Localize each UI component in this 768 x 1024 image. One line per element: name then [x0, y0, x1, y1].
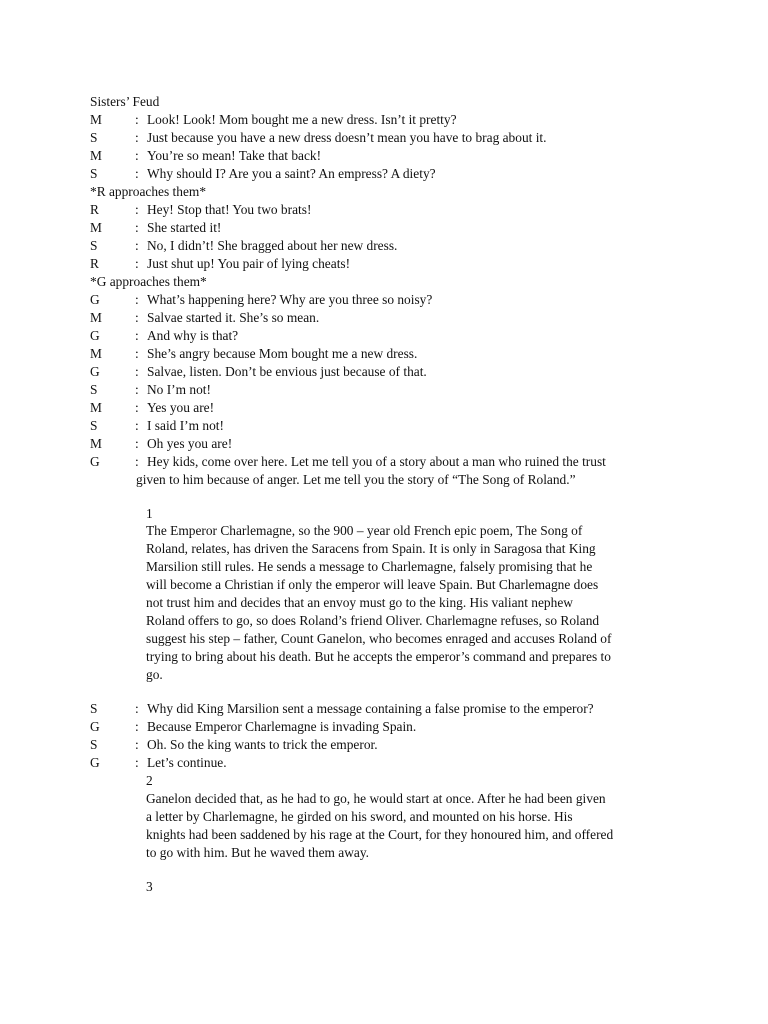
colon: : — [135, 454, 139, 469]
section-number: 2 — [146, 773, 153, 788]
dialogue-text: She’s angry because Mom bought me a new dress. — [147, 346, 418, 361]
dialogue-text: Let’s continue. — [147, 755, 227, 770]
speaker-label: G — [90, 292, 100, 307]
speaker-label: G — [90, 328, 100, 343]
dialogue-text: Just because you have a new dress doesn’t mean you have to brag about it. — [147, 130, 547, 145]
colon: : — [135, 719, 139, 734]
speaker-label: R — [90, 256, 99, 271]
colon: : — [135, 130, 139, 145]
speaker-label: M — [90, 346, 102, 361]
section-number: 1 — [146, 506, 153, 521]
colon: : — [135, 238, 139, 253]
narrative-line: not trust him and decides that an envoy must go to the king. His valiant nephew — [146, 595, 573, 610]
speaker-label: S — [90, 701, 98, 716]
dialogue-continuation: given to him because of anger. Let me tell you the story of “The Song of Roland.” — [136, 472, 576, 487]
speaker-label: S — [90, 737, 98, 752]
speaker-label: M — [90, 310, 102, 325]
speaker-label: M — [90, 436, 102, 451]
colon: : — [135, 737, 139, 752]
dialogue-text: What’s happening here? Why are you three so noisy? — [147, 292, 433, 307]
dialogue-text: Salvae started it. She’s so mean. — [147, 310, 320, 325]
speaker-label: M — [90, 148, 102, 163]
colon: : — [135, 310, 139, 325]
dialogue-text: No I’m not! — [147, 382, 211, 397]
speaker-label: G — [90, 719, 100, 734]
colon: : — [135, 166, 139, 181]
dialogue-text: Yes you are! — [147, 400, 215, 415]
dialogue-text: Oh. So the king wants to trick the emperor. — [147, 737, 378, 752]
colon: : — [135, 112, 139, 127]
colon: : — [135, 364, 139, 379]
narrative-line: knights had been saddened by his rage at the Court, for they honoured him, and offered — [146, 827, 614, 842]
dialogue-text: Why did King Marsilion sent a message containing a false promise to the emperor? — [147, 701, 594, 716]
narrative-line: a letter by Charlemagne, he girded on his sword, and mounted on his horse. His — [146, 809, 573, 824]
dialogue-text: Salvae, listen. Don’t be envious just because of that. — [147, 364, 427, 379]
narrative-line: trying to bring about his death. But he accepts the emperor’s command and prepares to — [146, 649, 611, 664]
title-text: Sisters’ Feud — [90, 94, 160, 109]
colon: : — [135, 701, 139, 716]
speaker-label: S — [90, 382, 98, 397]
section-number: 3 — [146, 879, 153, 894]
colon: : — [135, 328, 139, 343]
speaker-label: M — [90, 112, 102, 127]
dialogue-text: I said I’m not! — [147, 418, 224, 433]
dialogue-text: She started it! — [147, 220, 222, 235]
colon: : — [135, 220, 139, 235]
dialogue-text: No, I didn’t! She bragged about her new dress. — [147, 238, 398, 253]
speaker-label: S — [90, 130, 98, 145]
dialogue-text: And why is that? — [147, 328, 239, 343]
colon: : — [135, 436, 139, 451]
stage-direction-text: *G approaches them* — [90, 274, 207, 289]
dialogue-text: Hey kids, come over here. Let me tell you of a story about a man who ruined the trust — [147, 454, 606, 469]
colon: : — [135, 418, 139, 433]
dialogue-text: Why should I? Are you a saint? An empress? A diety? — [147, 166, 436, 181]
speaker-label: G — [90, 454, 100, 469]
narrative-line: suggest his step – father, Count Ganelon, who becomes enraged and accuses Roland of — [146, 631, 612, 646]
colon: : — [135, 256, 139, 271]
speaker-label: M — [90, 400, 102, 415]
colon: : — [135, 382, 139, 397]
speaker-label: G — [90, 755, 100, 770]
dialogue-text: Just shut up! You pair of lying cheats! — [147, 256, 351, 271]
colon: : — [135, 148, 139, 163]
speaker-label: R — [90, 202, 99, 217]
narrative-line: Marsilion still rules. He sends a message to Charlemagne, falsely promising that he — [146, 559, 593, 574]
narrative-line: go. — [146, 667, 163, 682]
speaker-label: M — [90, 220, 102, 235]
dialogue-text: Look! Look! Mom bought me a new dress. Isn’t it pretty? — [147, 112, 457, 127]
dialogue-text: Because Emperor Charlemagne is invading Spain. — [147, 719, 417, 734]
narrative-line: The Emperor Charlemagne, so the 900 – year old French epic poem, The Song of — [146, 523, 583, 538]
narrative-line: Ganelon decided that, as he had to go, he would start at once. After he had been given — [146, 791, 606, 806]
narrative-line: Roland offers to go, so does Roland’s friend Oliver. Charlemagne refuses, so Roland — [146, 613, 600, 628]
dialogue-text: Hey! Stop that! You two brats! — [147, 202, 312, 217]
speaker-label: S — [90, 166, 98, 181]
colon: : — [135, 400, 139, 415]
narrative-line: will become a Christian if only the emperor will leave Spain. But Charlemagne does — [146, 577, 599, 592]
speaker-label: S — [90, 418, 98, 433]
speaker-label: G — [90, 364, 100, 379]
narrative-line: to go with him. But he waved them away. — [146, 845, 370, 860]
narrative-line: Roland, relates, has driven the Saracens from Spain. It is only in Saragosa that King — [146, 541, 596, 556]
colon: : — [135, 346, 139, 361]
dialogue-text: You’re so mean! Take that back! — [147, 148, 322, 163]
dialogue-text: Oh yes you are! — [147, 436, 233, 451]
colon: : — [135, 202, 139, 217]
colon: : — [135, 755, 139, 770]
stage-direction-text: *R approaches them* — [90, 184, 207, 199]
speaker-label: S — [90, 238, 98, 253]
colon: : — [135, 292, 139, 307]
